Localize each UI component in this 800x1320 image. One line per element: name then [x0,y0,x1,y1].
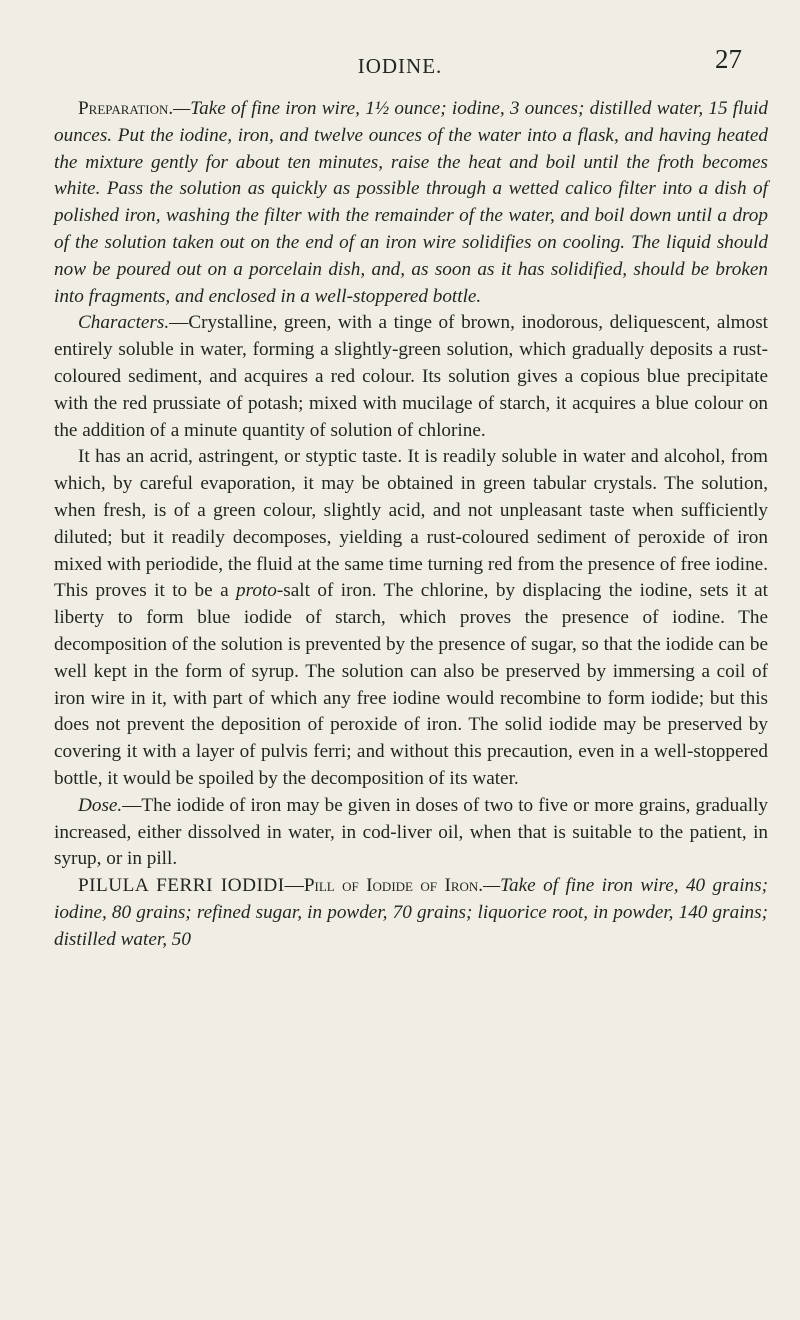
preparation-paragraph [54,96,768,310]
page-number: 27 [715,44,742,74]
pilula-paragraph [54,873,768,953]
running-title: IODINE. [357,54,443,78]
characters-label: Characters. [78,312,170,334]
preparation-text: —Take of fine iron wire, 1½ ounce; iodine, 3 ounces; distilled water, 15 fluid ounces. Put the iodine, iron, and twelve ounces of the water into a flask, and having heated the mixture gently for about ten minutes, raise the heat and boil until the froth becomes white. Pass the solution as quickly as possible through a wetted calico filter into a dish of polished iron, washing the filter with the remainder of the water, and boil down until a drop of the solution taken out on the end of an iron wire solidifies on cooling. The liquid should now be poured out on a porcelain dish, and, as soon as it has solidified, should be broken into fragments, and enclosed in a well-stoppered bottle. [54,98,768,307]
pilula-title: PILULA FERRI IODIDI [78,875,285,897]
pilula-subtitle: —Pill of Iodide of Iron. [284,875,484,897]
taste-paragraph [54,444,768,792]
dose-label: Dose. [78,794,123,816]
taste-text-1: It has an acrid, astringent, or styptic taste. It is readily soluble in water and alcohol, from which, by careful evaporation, it may be obtained in green tabular crystals. The solution, when fresh, is of a green colour, slightly acid, and not unpleasant taste when sufficiently diluted; but it readily decomposes, yielding a rust-coloured sediment of peroxide of iron mixed with periodide, the fluid at the same time turning red from the presence of free iodine. This proves it to be a [54,446,768,602]
taste-italic: proto [236,580,277,602]
page-header [0,44,800,84]
preparation-label: Preparation. [78,98,174,119]
pilula-text: —Take of fine iron wire, 40 grains; iodine, 80 grains; refined sugar, in powder, 70 grains; liquorice root, in powder, 140 grains; distilled water, 50 [54,875,768,950]
page-body [54,96,768,954]
characters-text: —Crystalline, green, with a tinge of brown, inodorous, deliquescent, almost entirely soluble in water, forming a slightly-green solution, which gradually deposits a rust-coloured sediment, and acquires a red colour. Its solution gives a copious blue precipitate with the red prussiate of potash; mixed with mucilage of starch, it acquires a blue colour on the addition of a minute quantity of solution of chlorine. [54,312,768,441]
dose-paragraph [54,793,768,873]
dose-text: —The iodide of iron may be given in doses of two to five or more grains, gradually increased, either dissolved in water, in cod-liver oil, when that is suitable to the patient, in syrup, or in pill. [54,794,768,870]
taste-text-2: -salt of iron. The chlorine, by displacing the iodine, sets it at liberty to form blue iodide of starch, which proves the presence of iodine. The decomposition of the solution is prevented by the presence of sugar, so that the iodide can be well kept in the form of syrup. The solution can also be preserved by immersing a coil of iron wire in it, with part of which any free iodine would recombine to form iodide; but this does not prevent the deposition of peroxide of iron. The solid iodide may be preserved by covering it with a layer of pulvis ferri; and without this precaution, even in a well-stoppered bottle, it would be spoiled by the decomposition of its water. [54,580,768,789]
characters-paragraph [54,310,768,444]
